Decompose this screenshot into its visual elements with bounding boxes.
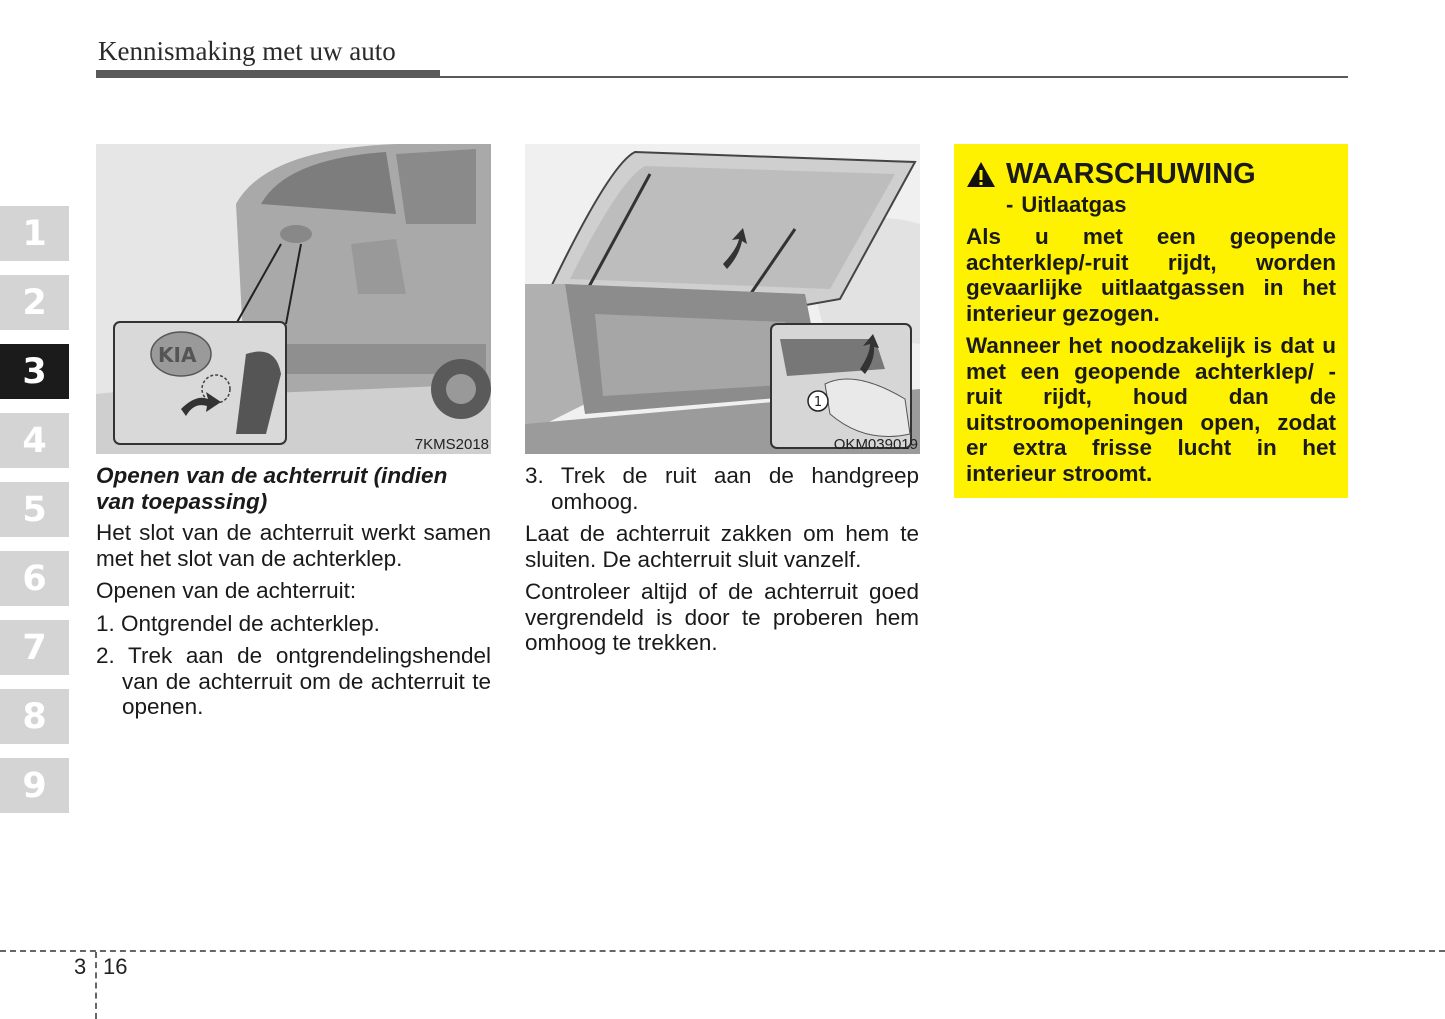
chapter-tab-2[interactable]: 2 xyxy=(0,275,69,330)
chapter-tabs xyxy=(0,206,69,827)
chapter-tab-1[interactable]: 1 xyxy=(0,206,69,261)
step-item: 3. Trek de ruit aan de handgreep omhoog. xyxy=(525,463,919,514)
column-2 xyxy=(525,463,919,663)
chapter-tab-3-active[interactable]: 3 xyxy=(0,344,69,399)
step-item: 1. Ontgrendel de achterklep. xyxy=(96,610,380,636)
paragraph: Het slot van de achterruit werkt samen met het slot van de achterklep. xyxy=(96,520,491,571)
car-rear-illustration xyxy=(96,144,491,454)
kia-logo-text: KIA xyxy=(158,343,197,367)
warning-box xyxy=(954,144,1348,498)
warning-title: WAARSCHUWING xyxy=(1006,158,1256,190)
chapter-tab-7[interactable]: 7 xyxy=(0,620,69,675)
warning-heading xyxy=(966,158,1336,190)
paragraph: Openen van de achterruit: xyxy=(96,578,357,603)
footer-rule xyxy=(0,950,1445,952)
header-rule-thick xyxy=(96,70,440,78)
step-item: 2. Trek aan de ontgrendelingshendel van de achterruit om de achterruit te openen. xyxy=(96,643,491,719)
warning-triangle-icon xyxy=(966,161,996,188)
warning-paragraph: Wanneer het noodzakelijk is dat u met een geopende achterklep/ -ruit rijdt, houd dan de uitstroomopeningen open, zodat er extra frisse lucht in het interieur stroomt. xyxy=(966,333,1336,486)
paragraph: Laat de achterruit zakken om hem te sluiten. De achterruit sluit vanzelf. xyxy=(525,521,919,572)
warning-subtitle: Uitlaatgas xyxy=(1021,192,1127,217)
warning-subtitle-row xyxy=(1006,192,1336,218)
figure-code: 7KMS2018 xyxy=(414,436,489,453)
chapter-tab-5[interactable]: 5 xyxy=(0,482,69,537)
figure-rear-emblem xyxy=(96,144,491,454)
figure-open-rear-window xyxy=(525,144,920,454)
chapter-tab-8[interactable]: 8 xyxy=(0,689,69,744)
paragraph: Controleer altijd of de achterruit goed vergrendeld is door te proberen hem omhoog te trekken. xyxy=(525,579,919,655)
chapter-tab-4[interactable]: 4 xyxy=(0,413,69,468)
open-rear-window-illustration xyxy=(525,144,920,454)
warning-paragraph: Als u met een geopende achterklep/-ruit rijdt, worden gevaarlijke uitlaatgassen in het interieur gezogen. xyxy=(966,224,1336,326)
figure-code: OKM039019 xyxy=(833,436,918,453)
page-chapter-number: 3 xyxy=(74,954,87,979)
running-header: Kennismaking met uw auto xyxy=(98,36,396,66)
callout-number: 1 xyxy=(813,395,823,410)
section-subheading: Openen van de achterruit (indien van toepassing) xyxy=(96,463,448,514)
chapter-tab-6[interactable]: 6 xyxy=(0,551,69,606)
chapter-tab-9[interactable]: 9 xyxy=(0,758,69,813)
footer-divider xyxy=(95,952,97,1019)
page-number: 16 xyxy=(103,954,128,979)
header-rule xyxy=(440,76,1348,78)
warning-dash: - xyxy=(1006,192,1014,217)
column-1 xyxy=(96,463,491,727)
